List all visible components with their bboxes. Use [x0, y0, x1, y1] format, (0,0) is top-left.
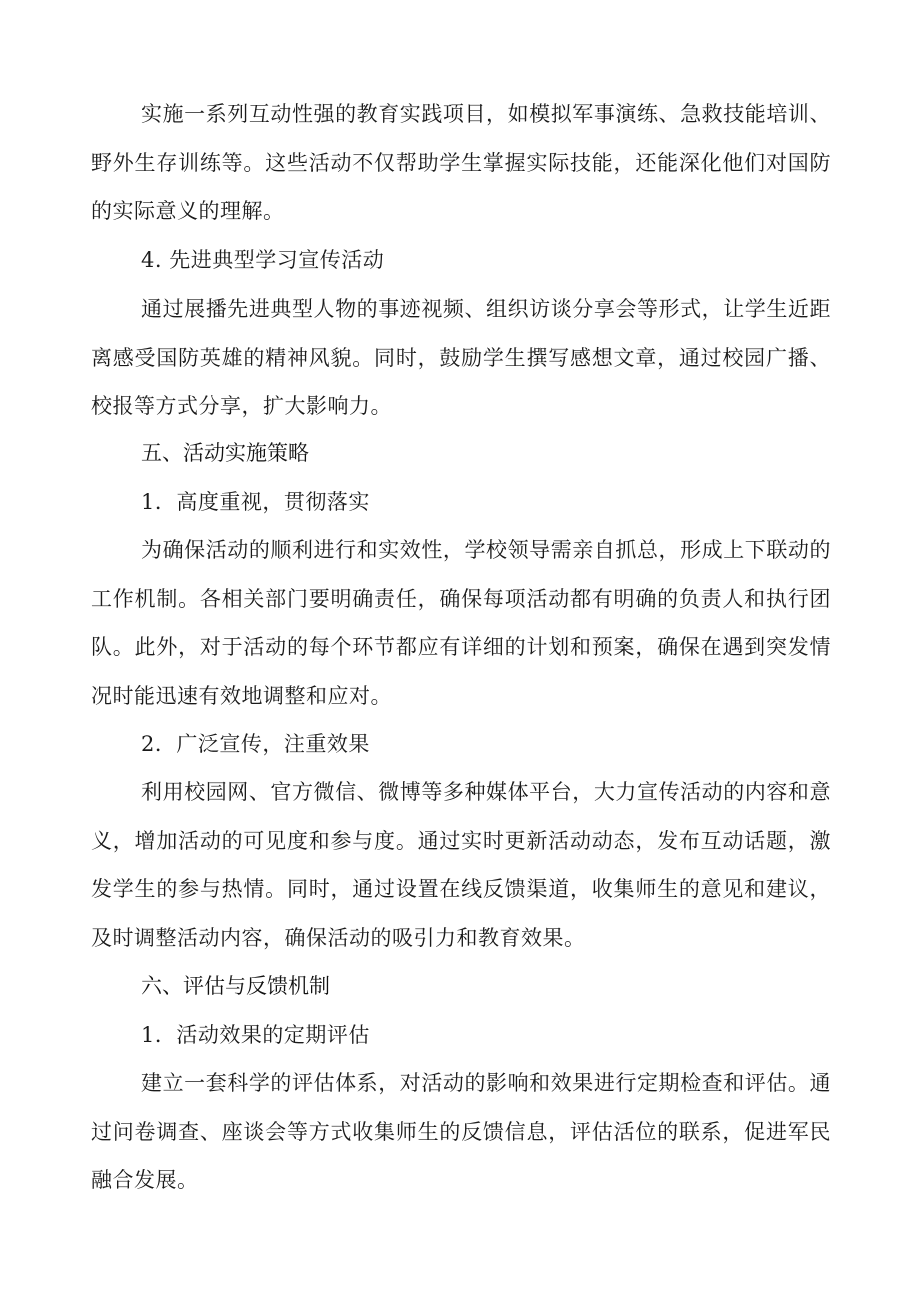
subheading-text: 4. 先进典型学习宣传活动 — [141, 248, 385, 272]
paragraph-attention — [91, 526, 831, 720]
paragraph-periodic-evaluation — [91, 1059, 831, 1205]
subheading-typical-study — [91, 240, 831, 280]
subheading-attention — [91, 482, 831, 522]
paragraph-text: 为确保活动的顺利进行和实效性，学校领导需亲自抓总，形成上下联动的工作机制。各相关部门要明确责任，确保每项活动都有明确的负责人和执行团队。此外，对于活动的每个环节都应有详细的计划和预案，确保在遇到突发情况时能迅速有效地调整和应对。 — [91, 538, 831, 708]
paragraph-practice-projects — [91, 90, 831, 236]
paragraph-typical-study — [91, 285, 831, 431]
subheading-text: 1．活动效果的定期评估 — [141, 1023, 370, 1047]
section-heading-strategy — [91, 433, 831, 473]
subheading-publicity — [91, 724, 831, 764]
section-heading-text: 六、评估与反馈机制 — [141, 974, 330, 998]
subheading-text: 1．高度重视，贯彻落实 — [141, 490, 370, 514]
paragraph-text: 实施一系列互动性强的教育实践项目，如模拟军事演练、急救技能培训、野外生存训练等。这些活动不仅帮助学生掌握实际技能，还能深化他们对国防的实际意义的理解。 — [91, 102, 831, 223]
subheading-text: 2．广泛宣传，注重效果 — [141, 732, 370, 756]
paragraph-text: 通过展播先进典型人物的事迹视频、组织访谈分享会等形式，让学生近距离感受国防英雄的精神风貌。同时，鼓励学生撰写感想文章，通过校园广播、校报等方式分享，扩大影响力。 — [91, 297, 831, 418]
paragraph-text: 建立一套科学的评估体系，对活动的影响和效果进行定期检查和评估。通过问卷调查、座谈会等方式收集师生的反馈信息，评估活位的联系，促进军民融合发展。 — [91, 1071, 831, 1192]
paragraph-publicity — [91, 768, 831, 962]
section-heading-text: 五、活动实施策略 — [141, 441, 309, 465]
section-heading-evaluation — [91, 966, 831, 1006]
subheading-periodic-evaluation — [91, 1015, 831, 1055]
paragraph-text: 利用校园网、官方微信、微博等多种媒体平台，大力宣传活动的内容和意义，增加活动的可见度和参与度。通过实时更新活动动态，发布互动话题，激发学生的参与热情。同时，通过设置在线反馈渠道，收集师生的意见和建议，及时调整活动内容，确保活动的吸引力和教育效果。 — [91, 780, 831, 950]
